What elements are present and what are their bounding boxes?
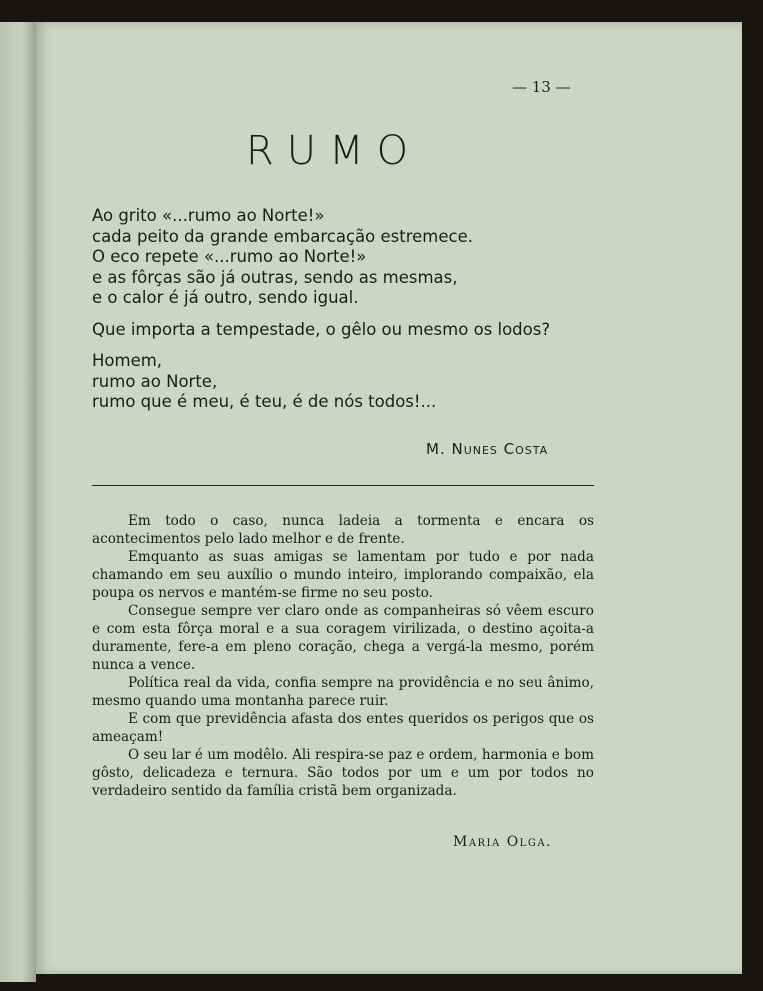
- prose-paragraph: E com que previdência afasta dos entes queridos os perigos que os ameaçam!: [92, 711, 594, 745]
- poem-line: rumo que é meu, é teu, é de nós todos!...: [92, 392, 437, 411]
- prose-author: Maria Olga.: [453, 834, 552, 850]
- poem-stanza: [92, 206, 612, 309]
- poem-line: O eco repete «...rumo ao Norte!»: [92, 247, 367, 266]
- poem-stanza: [92, 351, 612, 413]
- page-number: — 13 —: [512, 78, 571, 96]
- poem-line: Ao grito «...rumo ao Norte!»: [92, 206, 325, 225]
- prose-paragraph: O seu lar é um modêlo. Ali respira-se paz e ordem, harmonia e bom gôsto, delicadeza e ternura. São todos por um e um por todos no verdadeiro sentido da família cristã bem organizada.: [92, 747, 594, 799]
- poem-line: e o calor é já outro, sendo igual.: [92, 288, 359, 307]
- poem-line: e as fôrças são já outras, sendo as mesmas,: [92, 267, 458, 287]
- poem-body: [92, 206, 612, 424]
- poem-line: cada peito da grande embarcação estremece.: [92, 226, 473, 246]
- facing-page-edge: [0, 22, 36, 982]
- prose-paragraph: Política real da vida, confia sempre na providência e no seu ânimo, mesmo quando uma montanha parece ruir.: [92, 675, 594, 709]
- poem-line: Homem,: [92, 351, 163, 370]
- poem-title: RUMO: [246, 128, 422, 174]
- prose-paragraph: Em todo o caso, nunca ladeia a tormenta e encara os acontecimentos pelo lado melhor e de frente.: [92, 513, 594, 547]
- poem-line: Que importa a tempestade, o gêlo ou mesmo os lodos?: [92, 319, 551, 339]
- prose-paragraph: Emquanto as suas amigas se lamentam por tudo e por nada chamando em seu auxílio o mundo inteiro, implorando compaixão, ela poupa os nervos e mantém-se firme no seu posto.: [92, 549, 594, 601]
- section-divider: [92, 485, 594, 486]
- prose-paragraph: Consegue sempre ver claro onde as companheiras só vêem escuro e com esta fôrça moral e a sua coragem virilizada, o destino açoita-a duramente, fere-a em pleno coração, chega a vergá-la mesmo, porém nunca a vence.: [92, 603, 594, 673]
- poem-stanza: [92, 320, 612, 341]
- poem-line: rumo ao Norte,: [92, 371, 218, 391]
- prose-body: [92, 512, 594, 800]
- poem-author: M. Nunes Costa: [426, 440, 549, 458]
